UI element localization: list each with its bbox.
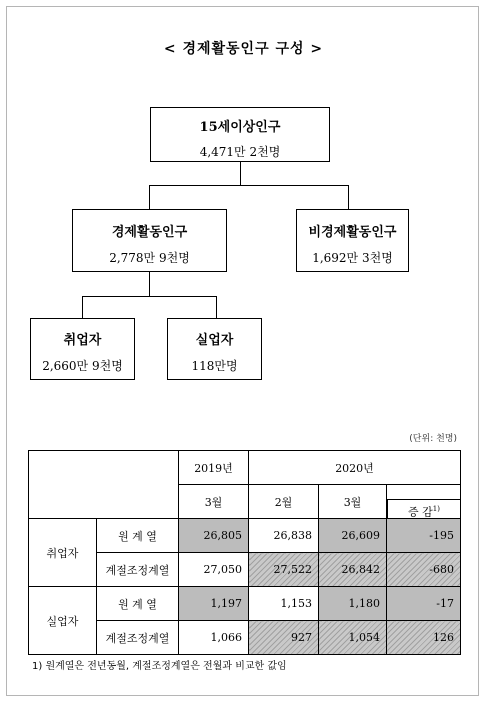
connector <box>82 296 83 318</box>
cell-2020-mar: 26,609 <box>319 519 387 553</box>
node-value: 4,471만 2천명 <box>199 145 281 159</box>
node-name: 경제활동인구 <box>111 225 188 240</box>
node-value: 2,778만 9천명 <box>109 251 190 265</box>
group-label-employed: 취업자 <box>29 519 97 587</box>
header-change-cell <box>387 485 461 519</box>
node-employed <box>30 318 135 380</box>
connector <box>348 185 349 209</box>
node-unemployed <box>167 318 262 380</box>
node-value: 2,660만 9천명 <box>42 359 123 373</box>
header-change: 증 감$^{1)}$ <box>387 499 460 518</box>
node-name: 비경제활동인구 <box>308 225 397 240</box>
node-value: 118만명 <box>191 359 238 373</box>
header-row-years <box>29 451 461 485</box>
node-name: 실업자 <box>195 333 234 348</box>
header-year-2019: 2019년 <box>179 451 249 485</box>
footnote: 1) 원계열은 전년동월, 계절조정계열은 전월과 비교한 값임 <box>32 661 287 672</box>
cell-2020-mar: 1,054 <box>319 621 387 655</box>
cell-change: 126 <box>387 621 461 655</box>
cell-2020-mar: 26,842 <box>319 553 387 587</box>
header-corner <box>29 451 179 519</box>
cell-2020-feb: 26,838 <box>249 519 319 553</box>
series-type: 계절조정계열 <box>97 621 179 655</box>
connector <box>240 162 241 186</box>
header-2020-mar: 3월 <box>319 485 387 519</box>
connector <box>149 185 349 186</box>
cell-change: -17 <box>387 587 461 621</box>
cell-2019-mar: 26,805 <box>179 519 249 553</box>
node-name: 15세이상인구 <box>199 120 281 135</box>
stats-table <box>28 450 461 655</box>
node-economically-inactive <box>296 209 409 272</box>
cell-2020-mar: 1,180 <box>319 587 387 621</box>
node-population-15plus <box>150 107 330 162</box>
series-type: 계절조정계열 <box>97 553 179 587</box>
unit-note: (단위: 천명) <box>409 434 457 444</box>
connector <box>216 296 217 318</box>
page-title: < 경제활동인구 구성 > <box>163 41 324 57</box>
node-name: 취업자 <box>63 333 102 348</box>
connector <box>82 296 217 297</box>
cell-2020-feb: 927 <box>249 621 319 655</box>
header-year-2020: 2020년 <box>249 451 461 485</box>
node-value: 1,692만 3천명 <box>312 251 393 265</box>
table-row <box>29 519 461 553</box>
cell-2020-feb: 1,153 <box>249 587 319 621</box>
cell-2019-mar: 1,066 <box>179 621 249 655</box>
group-label-unemployed: 실업자 <box>29 587 97 655</box>
cell-2020-feb: 27,522 <box>249 553 319 587</box>
header-2019-mar: 3월 <box>179 485 249 519</box>
cell-2019-mar: 1,197 <box>179 587 249 621</box>
connector <box>149 272 150 297</box>
connector <box>149 185 150 209</box>
series-type: 원 계 열 <box>97 519 179 553</box>
header-2020-feb: 2월 <box>249 485 319 519</box>
table-row <box>29 587 461 621</box>
cell-change: -195 <box>387 519 461 553</box>
node-economically-active <box>72 209 227 272</box>
cell-change: -680 <box>387 553 461 587</box>
series-type: 원 계 열 <box>97 587 179 621</box>
cell-2019-mar: 27,050 <box>179 553 249 587</box>
